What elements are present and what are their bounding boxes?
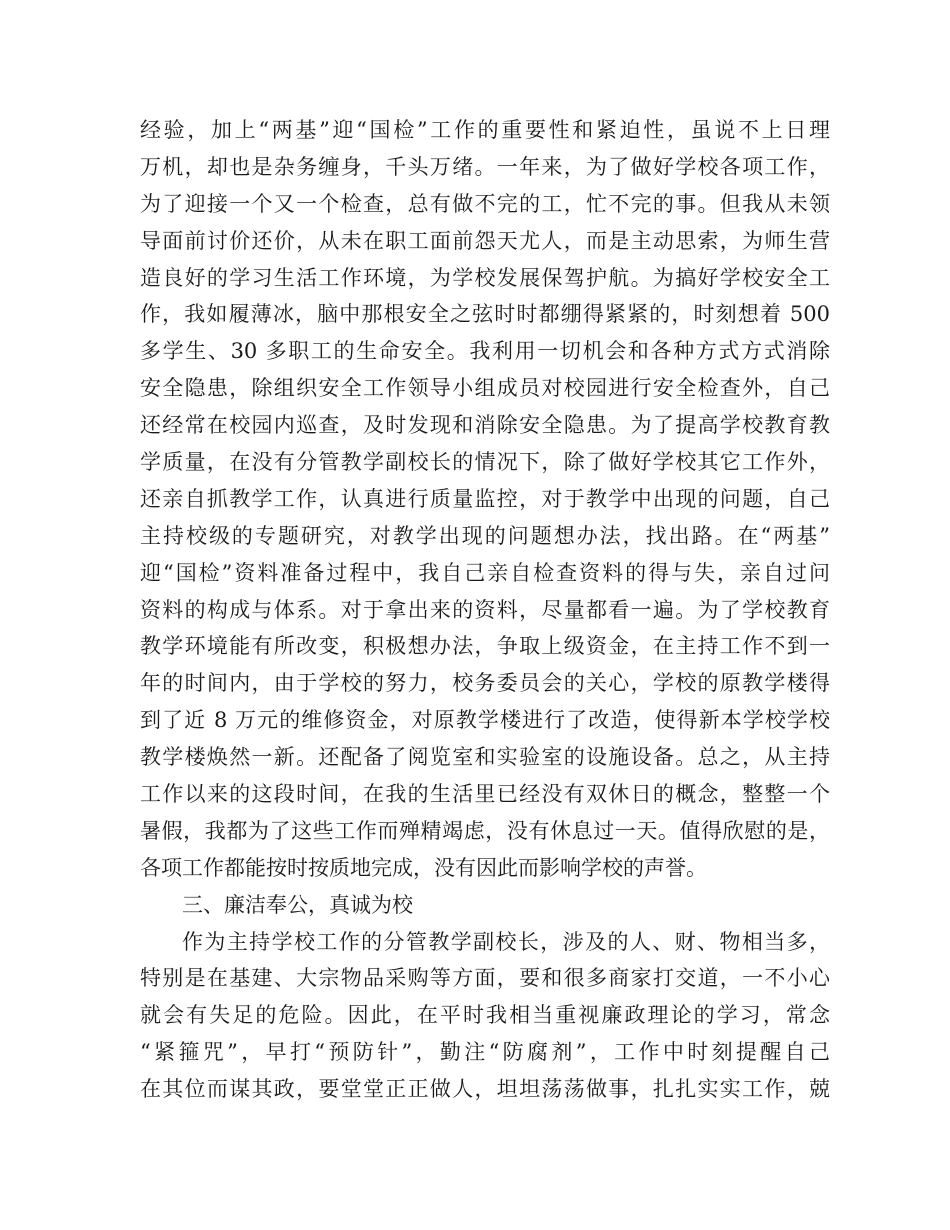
text-line: 到了近 8 万元的维修资金，对原教学楼进行了改造，使得新本学校学校 [140, 708, 830, 733]
text-line: 在其位而谋其政，要堂堂正正做人，坦坦荡荡做事，扎扎实实工作，兢 [140, 1077, 830, 1102]
text-line: 迎“国检”资料准备过程中，我自己亲自检查资料的得与失，亲自过问 [140, 560, 830, 585]
text-line: 万机，却也是杂务缠身，千头万绪。一年来，为了做好学校各项工作， [140, 154, 830, 179]
text-line: 教学楼焕然一新。还配备了阅览室和实验室的设施设备。总之，从主持 [140, 745, 830, 770]
text-line: 作为主持学校工作的分管教学副校长，涉及的人、财、物相当多， [182, 929, 830, 954]
text-line: 教学环境能有所改变，积极想办法，争取上级资金，在主持工作不到一 [140, 634, 830, 659]
text-line: 工作以来的这段时间，在我的生活里已经没有双休日的概念，整整一个 [140, 782, 830, 807]
text-line: 暑假，我都为了这些工作而殚精竭虑，没有休息过一天。值得欣慰的是， [140, 818, 830, 843]
section-heading: 三、廉洁奉公，真诚为校 [182, 892, 413, 917]
text-line: 还亲自抓教学工作，认真进行质量监控，对于教学中出现的问题，自己 [140, 486, 830, 511]
text-line: 还经常在校园内巡查，及时发现和消除安全隐患。为了提高学校教育教 [140, 413, 830, 438]
text-line: 特别是在基建、大宗物品采购等方面，要和很多商家打交道，一不小心 [140, 966, 830, 991]
text-line: 学质量，在没有分管教学副校长的情况下，除了做好学校其它工作外， [140, 450, 830, 475]
text-line: 造良好的学习生活工作环境，为学校发展保驾护航。为搞好学校安全工 [140, 265, 830, 290]
text-line: 年的时间内，由于学校的努力，校务委员会的关心，学校的原教学楼得 [140, 671, 830, 696]
text-line: 安全隐患，除组织安全工作领导小组成员对校园进行安全检查外，自己 [140, 376, 830, 401]
text-line: “紧箍咒”，早打“预防针”，勤注“防腐剂”，工作中时刻提醒自己 [140, 1040, 830, 1065]
text-line: 主持校级的专题研究，对教学出现的问题想办法，找出路。在“两基” [140, 523, 830, 548]
text-line: 导面前讨价还价，从未在职工面前怨天尤人，而是主动思索，为师生营 [140, 228, 830, 253]
text-line: 作，我如履薄冰，脑中那根安全之弦时时都绷得紧紧的，时刻想着 500 [140, 302, 830, 327]
text-line: 资料的构成与体系。对于拿出来的资料，尽量都看一遍。为了学校教育 [140, 597, 830, 622]
text-line: 各项工作都能按时按质地完成，没有因此而影响学校的声誉。 [140, 855, 707, 880]
text-line: 就会有失足的危险。因此，在平时我相当重视廉政理论的学习，常念 [140, 1003, 830, 1028]
text-line: 经验，加上“两基”迎“国检”工作的重要性和紧迫性，虽说不上日理 [140, 118, 830, 142]
document-body [140, 112, 830, 1108]
text-line: 为了迎接一个又一个检查，总有做不完的工，忙不完的事。但我从未领 [140, 191, 830, 216]
paragraph-integrity [140, 924, 830, 1108]
paragraph-work-duties [140, 112, 830, 887]
text-line: 多学生、30 多职工的生命安全。我利用一切机会和各种方式方式消除 [140, 339, 830, 364]
